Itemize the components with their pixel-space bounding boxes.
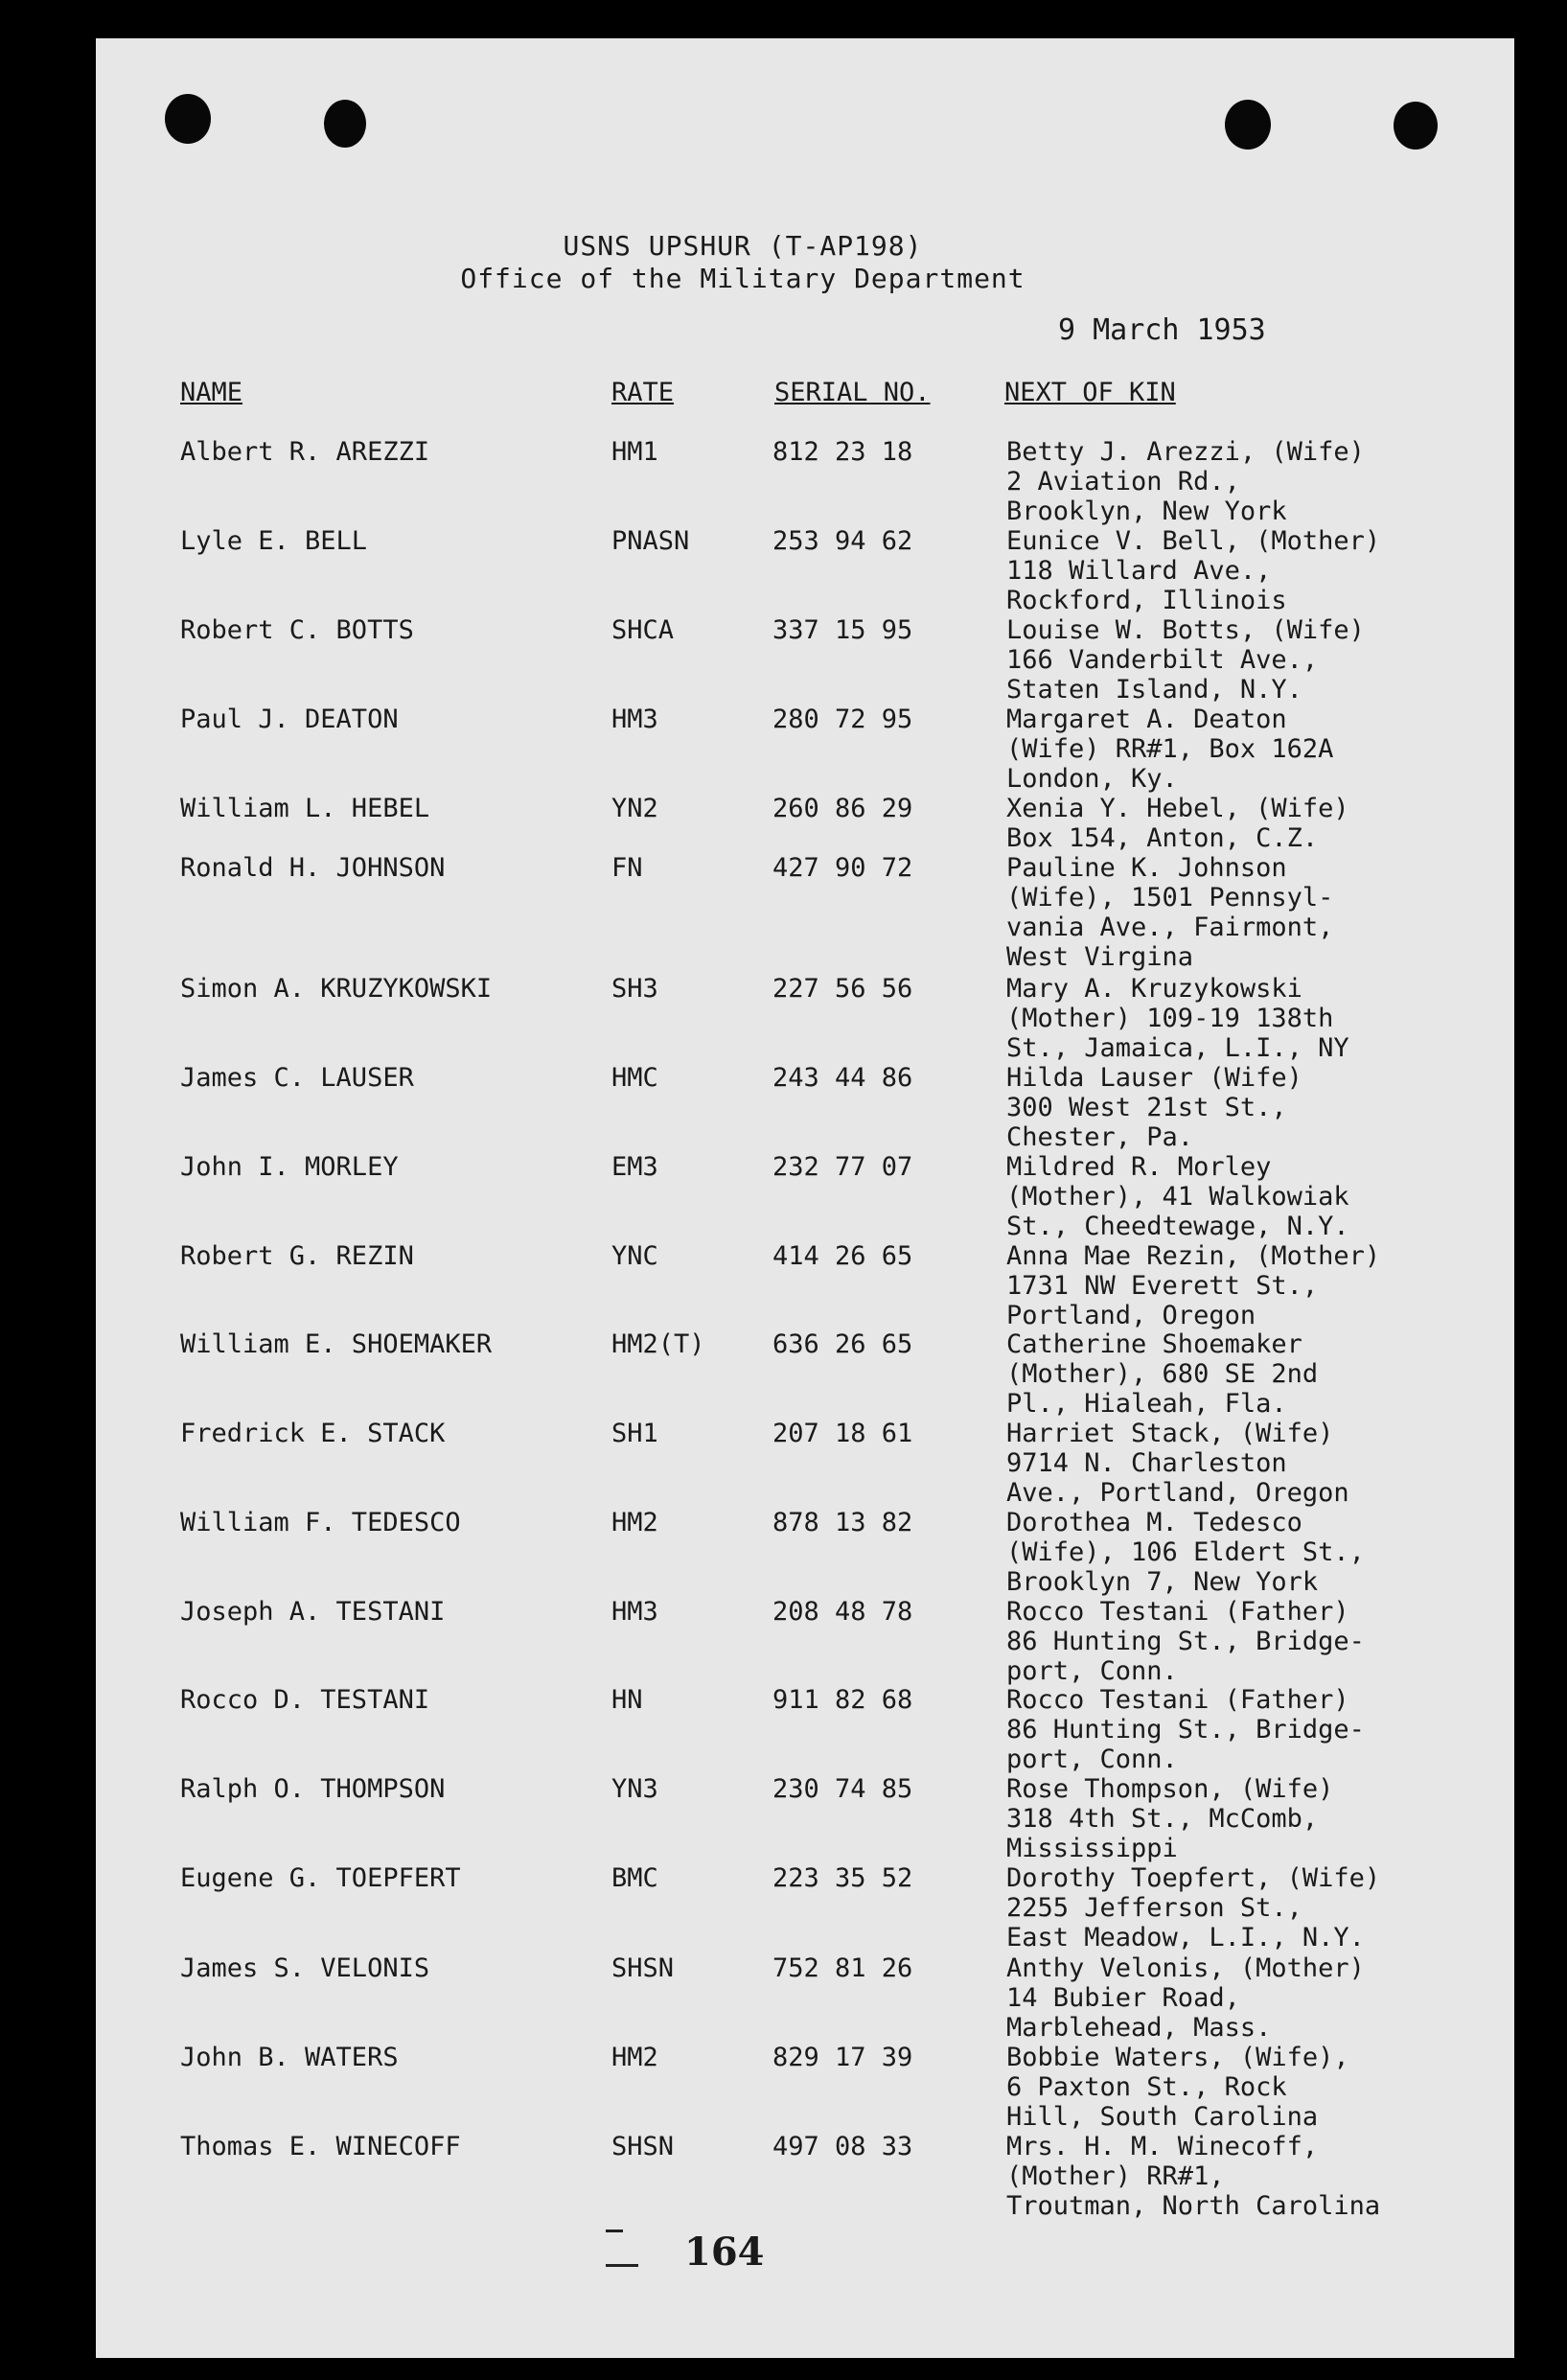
next-of-kin-line: (Wife), 106 Eldert St., xyxy=(1006,1537,1365,1567)
next-of-kin-line: (Wife) RR#1, Box 162A xyxy=(1006,734,1334,764)
crew-name: John B. WATERS xyxy=(180,2043,399,2072)
page-number-dash xyxy=(606,2264,638,2267)
crew-rate: YN3 xyxy=(611,1774,658,1804)
crew-serial-number: 911 82 68 xyxy=(772,1685,913,1715)
next-of-kin-line: 14 Bubier Road, xyxy=(1006,1983,1240,2013)
next-of-kin-line: Portland, Oregon xyxy=(1006,1301,1256,1330)
next-of-kin xyxy=(1006,1863,1380,1953)
next-of-kin xyxy=(1006,974,1349,1063)
next-of-kin-line: Eunice V. Bell, (Mother) xyxy=(1006,526,1381,556)
next-of-kin xyxy=(1006,1508,1365,1597)
next-of-kin-line: Catherine Shoemaker xyxy=(1006,1329,1302,1359)
next-of-kin xyxy=(1006,2043,1349,2132)
next-of-kin-line: Pl., Hialeah, Fla. xyxy=(1006,1389,1287,1419)
crew-name: Albert R. AREZZI xyxy=(180,437,430,467)
next-of-kin xyxy=(1006,1685,1365,1774)
next-of-kin-line: Rose Thompson, (Wife) xyxy=(1006,1774,1334,1804)
next-of-kin xyxy=(1006,1241,1380,1330)
punch-hole xyxy=(1394,102,1438,150)
next-of-kin-line: (Mother) 109-19 138th xyxy=(1006,1004,1334,1033)
next-of-kin-line: East Meadow, L.I., N.Y. xyxy=(1006,1923,1365,1953)
crew-rate: HM2 xyxy=(611,2043,658,2072)
next-of-kin-line: Anthy Velonis, (Mother) xyxy=(1006,1953,1365,1983)
next-of-kin-line: 86 Hunting St., Bridge- xyxy=(1006,1627,1365,1656)
crew-rate: SH3 xyxy=(611,974,658,1004)
crew-serial-number: 227 56 56 xyxy=(772,974,913,1004)
next-of-kin-line: Betty J. Arezzi, (Wife) xyxy=(1006,437,1365,467)
next-of-kin-line: 2 Aviation Rd., xyxy=(1006,467,1240,497)
crew-name: William F. TEDESCO xyxy=(180,1508,461,1537)
next-of-kin-line: 2255 Jefferson St., xyxy=(1006,1893,1302,1923)
crew-serial-number: 230 74 85 xyxy=(772,1774,913,1804)
next-of-kin-line: London, Ky. xyxy=(1006,764,1178,794)
crew-rate: HMC xyxy=(611,1063,658,1093)
next-of-kin xyxy=(1006,794,1349,853)
next-of-kin xyxy=(1006,1329,1318,1419)
next-of-kin-line: 1731 NW Everett St., xyxy=(1006,1271,1319,1301)
next-of-kin-line: Mississippi xyxy=(1006,1834,1178,1863)
next-of-kin xyxy=(1006,526,1380,615)
crew-name: Fredrick E. STACK xyxy=(180,1419,446,1448)
crew-serial-number: 253 94 62 xyxy=(772,526,913,556)
crew-rate: SHSN xyxy=(611,1953,675,1983)
crew-serial-number: 878 13 82 xyxy=(772,1508,913,1537)
next-of-kin xyxy=(1006,437,1365,526)
next-of-kin xyxy=(1006,615,1365,705)
next-of-kin-line: 86 Hunting St., Bridge- xyxy=(1006,1715,1365,1745)
next-of-kin-line: Xenia Y. Hebel, (Wife) xyxy=(1006,794,1349,823)
crew-serial-number: 232 77 07 xyxy=(772,1152,913,1182)
document-date: 9 March 1953 xyxy=(1058,313,1266,347)
crew-name: James S. VELONIS xyxy=(180,1953,430,1983)
next-of-kin-line: port, Conn. xyxy=(1006,1745,1178,1774)
column-header-rate: RATE xyxy=(611,378,675,407)
crew-serial-number: 497 08 33 xyxy=(772,2132,913,2161)
crew-name: William E. SHOEMAKER xyxy=(180,1329,493,1359)
next-of-kin-line: port, Conn. xyxy=(1006,1656,1178,1686)
next-of-kin-line: Brooklyn 7, New York xyxy=(1006,1567,1319,1597)
next-of-kin xyxy=(1006,1774,1333,1863)
next-of-kin-line: Staten Island, N.Y. xyxy=(1006,675,1302,705)
next-of-kin-line: 166 Vanderbilt Ave., xyxy=(1006,645,1319,675)
next-of-kin-line: 6 Paxton St., Rock xyxy=(1006,2072,1287,2102)
next-of-kin-line: Ave., Portland, Oregon xyxy=(1006,1478,1349,1508)
crew-rate: YN2 xyxy=(611,794,658,823)
next-of-kin-line: Louise W. Botts, (Wife) xyxy=(1006,615,1365,645)
page-number: 164 xyxy=(684,2230,765,2275)
next-of-kin xyxy=(1006,1597,1365,1686)
crew-name: Joseph A. TESTANI xyxy=(180,1597,446,1627)
crew-serial-number: 414 26 65 xyxy=(772,1241,913,1271)
next-of-kin xyxy=(1006,1063,1302,1152)
punch-hole xyxy=(324,100,366,148)
next-of-kin-line: Pauline K. Johnson xyxy=(1006,853,1287,883)
next-of-kin-line: (Mother) RR#1, xyxy=(1006,2161,1225,2191)
next-of-kin xyxy=(1006,853,1333,972)
crew-name: Robert C. BOTTS xyxy=(180,615,414,645)
crew-rate: SHSN xyxy=(611,2132,675,2161)
next-of-kin-line: 9714 N. Charleston xyxy=(1006,1448,1287,1478)
crew-serial-number: 243 44 86 xyxy=(772,1063,913,1093)
crew-name: Ralph O. THOMPSON xyxy=(180,1774,446,1804)
next-of-kin-line: (Wife), 1501 Pennsyl- xyxy=(1006,883,1334,913)
punch-hole xyxy=(165,94,211,144)
next-of-kin-line: Mrs. H. M. Winecoff, xyxy=(1006,2132,1319,2161)
next-of-kin-line: Mildred R. Morley xyxy=(1006,1152,1272,1182)
crew-name: James C. LAUSER xyxy=(180,1063,414,1093)
crew-rate: HM3 xyxy=(611,705,658,734)
next-of-kin-line: vania Ave., Fairmont, xyxy=(1006,913,1334,942)
crew-name: John I. MORLEY xyxy=(180,1152,399,1182)
punch-hole xyxy=(1225,100,1271,150)
next-of-kin-line: Hilda Lauser (Wife) xyxy=(1006,1063,1302,1093)
next-of-kin-line: 318 4th St., McComb, xyxy=(1006,1804,1319,1834)
column-header-next-of-kin: NEXT OF KIN xyxy=(1004,378,1176,407)
crew-serial-number: 207 18 61 xyxy=(772,1419,913,1448)
crew-rate: HM2(T) xyxy=(611,1329,705,1359)
next-of-kin-line: 118 Willard Ave., xyxy=(1006,556,1272,586)
next-of-kin-line: Dorothea M. Tedesco xyxy=(1006,1508,1302,1537)
next-of-kin xyxy=(1006,705,1333,794)
next-of-kin-line: Chester, Pa. xyxy=(1006,1122,1194,1152)
crew-serial-number: 812 23 18 xyxy=(772,437,913,467)
next-of-kin-line: St., Cheedtewage, N.Y. xyxy=(1006,1212,1349,1241)
crew-name: William L. HEBEL xyxy=(180,794,430,823)
crew-name: Lyle E. BELL xyxy=(180,526,368,556)
crew-name: Paul J. DEATON xyxy=(180,705,399,734)
next-of-kin-line: Troutman, North Carolina xyxy=(1006,2191,1381,2221)
next-of-kin-line: Mary A. Kruzykowski xyxy=(1006,974,1302,1004)
crew-rate: SHCA xyxy=(611,615,675,645)
crew-serial-number: 208 48 78 xyxy=(772,1597,913,1627)
crew-name: Rocco D. TESTANI xyxy=(180,1685,430,1715)
crew-serial-number: 829 17 39 xyxy=(772,2043,913,2072)
crew-rate: SH1 xyxy=(611,1419,658,1448)
next-of-kin-line: Margaret A. Deaton xyxy=(1006,705,1287,734)
column-header-serial: SERIAL NO. xyxy=(774,378,931,407)
next-of-kin-line: (Mother), 41 Walkowiak xyxy=(1006,1182,1349,1212)
crew-rate: BMC xyxy=(611,1863,658,1893)
crew-rate: HM1 xyxy=(611,437,658,467)
next-of-kin-line: St., Jamaica, L.I., NY xyxy=(1006,1033,1349,1063)
next-of-kin xyxy=(1006,1152,1349,1241)
crew-serial-number: 337 15 95 xyxy=(772,615,913,645)
next-of-kin-line: Rocco Testani (Father) xyxy=(1006,1597,1349,1627)
crew-serial-number: 636 26 65 xyxy=(772,1329,913,1359)
next-of-kin-line: Box 154, Anton, C.Z. xyxy=(1006,823,1319,853)
crew-serial-number: 260 86 29 xyxy=(772,794,913,823)
crew-rate: YNC xyxy=(611,1241,658,1271)
crew-rate: HM3 xyxy=(611,1597,658,1627)
crew-serial-number: 223 35 52 xyxy=(772,1863,913,1893)
next-of-kin-line: West Virgina xyxy=(1006,942,1194,972)
next-of-kin-line: Hill, South Carolina xyxy=(1006,2102,1319,2132)
crew-name: Eugene G. TOEPFERT xyxy=(180,1863,461,1893)
next-of-kin-line: Rockford, Illinois xyxy=(1006,586,1287,615)
crew-name: Thomas E. WINECOFF xyxy=(180,2132,461,2161)
next-of-kin-line: Rocco Testani (Father) xyxy=(1006,1685,1349,1715)
crew-serial-number: 280 72 95 xyxy=(772,705,913,734)
next-of-kin xyxy=(1006,2132,1380,2221)
department-title: Office of the Military Department xyxy=(460,263,1025,294)
next-of-kin xyxy=(1006,1953,1365,2043)
next-of-kin-line: 300 West 21st St., xyxy=(1006,1093,1287,1122)
next-of-kin-line: Harriet Stack, (Wife) xyxy=(1006,1419,1334,1448)
crew-rate: HN xyxy=(611,1685,643,1715)
page-number-dash xyxy=(606,2230,623,2232)
crew-name: Ronald H. JOHNSON xyxy=(180,853,446,883)
crew-name: Simon A. KRUZYKOWSKI xyxy=(180,974,493,1004)
crew-rate: HM2 xyxy=(611,1508,658,1537)
next-of-kin-line: Marblehead, Mass. xyxy=(1006,2013,1272,2043)
crew-serial-number: 752 81 26 xyxy=(772,1953,913,1983)
next-of-kin-line: (Mother), 680 SE 2nd xyxy=(1006,1359,1319,1389)
next-of-kin-line: Dorothy Toepfert, (Wife) xyxy=(1006,1863,1381,1893)
next-of-kin-line: Bobbie Waters, (Wife), xyxy=(1006,2043,1349,2072)
crew-rate: PNASN xyxy=(611,526,690,556)
crew-name: Robert G. REZIN xyxy=(180,1241,414,1271)
crew-rate: EM3 xyxy=(611,1152,658,1182)
crew-rate: FN xyxy=(611,853,643,883)
column-header-name: NAME xyxy=(180,378,243,407)
ship-title: USNS UPSHUR (T-AP198) xyxy=(563,230,923,262)
next-of-kin-line: Anna Mae Rezin, (Mother) xyxy=(1006,1241,1381,1271)
crew-serial-number: 427 90 72 xyxy=(772,853,913,883)
next-of-kin-line: Brooklyn, New York xyxy=(1006,497,1287,526)
next-of-kin xyxy=(1006,1419,1349,1508)
